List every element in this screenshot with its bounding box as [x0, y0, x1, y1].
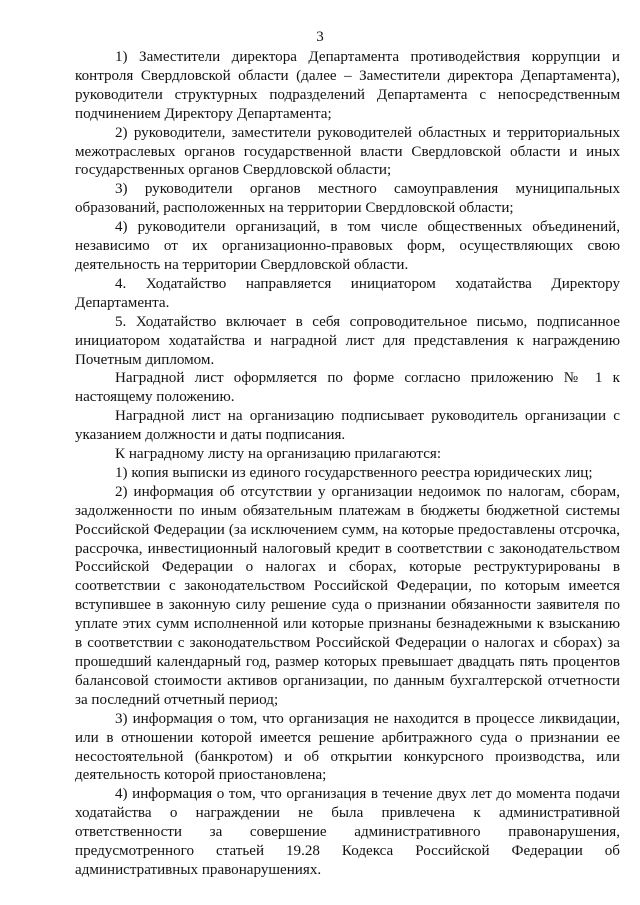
paragraph: Наградной лист оформляется по форме согласно приложению № 1 к настоящему положению.: [75, 370, 620, 406]
paragraph: 1) Заместители директора Департамента противодействия коррупции и контроля Свердловской области (далее – Заместители директора Департамента), руководители структурных подразделений Департамента с непосредственным подчинением Директору Департамента;: [75, 49, 620, 122]
paragraph: 4) информация о том, что организация в течение двух лет до момента подачи ходатайства о награждении не была привлечена к административной ответственности за совершение административного правонарушения, предусмотренного статьей 19.28 Кодекса Российской Федерации об административных правонарушениях.: [75, 786, 620, 878]
paragraph: Наградной лист на организацию подписывает руководитель организации с указанием должности и даты подписания.: [75, 408, 620, 444]
paragraph: 2) информация об отсутствии у организации недоимок по налогам, сборам, задолженности по иным обязательным платежам в бюджеты бюджетной системы Российской Федерации (за исключением сумм, на которые предоставлены отсрочка, рассрочка, инвестиционный налоговый кредит в соответствии с законодательством Российской Федерации о налогах и сборах, которые реструктурированы в соответствии с законодательством Российской Федерации, по которым имеется вступившее в законную силу решение суда о признании обязанности заявителя по уплате этих сумм исполненной или которые признаны безнадежными к взысканию в соответствии с законодательством Российской Федерации о налогах и сборах) за прошедший календарный год, размер которых превышает двадцать пять процентов балансовой стоимости активов организации, по данным бухгалтерской отчетности за последний отчетный период;: [75, 483, 620, 708]
document-body: [75, 48, 620, 880]
paragraph: 4. Ходатайство направляется инициатором ходатайства Директору Департамента.: [75, 275, 620, 311]
page-number: 3: [316, 29, 324, 45]
paragraph: 3) информация о том, что организация не находится в процессе ликвидации, или в отношении которой имеется решение арбитражного суда о признании ее несостоятельной (банкротом) и об открытии конкурсного производства, или деятельность которой приостановлена;: [75, 710, 620, 784]
paragraph: 3) руководители органов местного самоуправления муниципальных образований, расположенных на территории Свердловской области;: [75, 181, 620, 217]
paragraph: 5. Ходатайство включает в себя сопроводительное письмо, подписанное инициатором ходатайства и наградной лист для представления к награждению Почетным дипломом.: [75, 313, 620, 368]
paragraph: К наградному листу на организацию прилагаются:: [115, 446, 442, 463]
paragraph: 4) руководители организаций, в том числе общественных объединений, независимо от их организационно-правовых форм, осуществляющих свою деятельность на территории Свердловской области.: [75, 219, 620, 273]
paragraph: 2) руководители, заместители руководителей областных и территориальных межотраслевых органов государственной власти Свердловской области и иных государственных органов Свердловской области;: [75, 124, 620, 179]
paragraph: 1) копия выписки из единого государственного реестра юридических лиц;: [115, 464, 593, 481]
